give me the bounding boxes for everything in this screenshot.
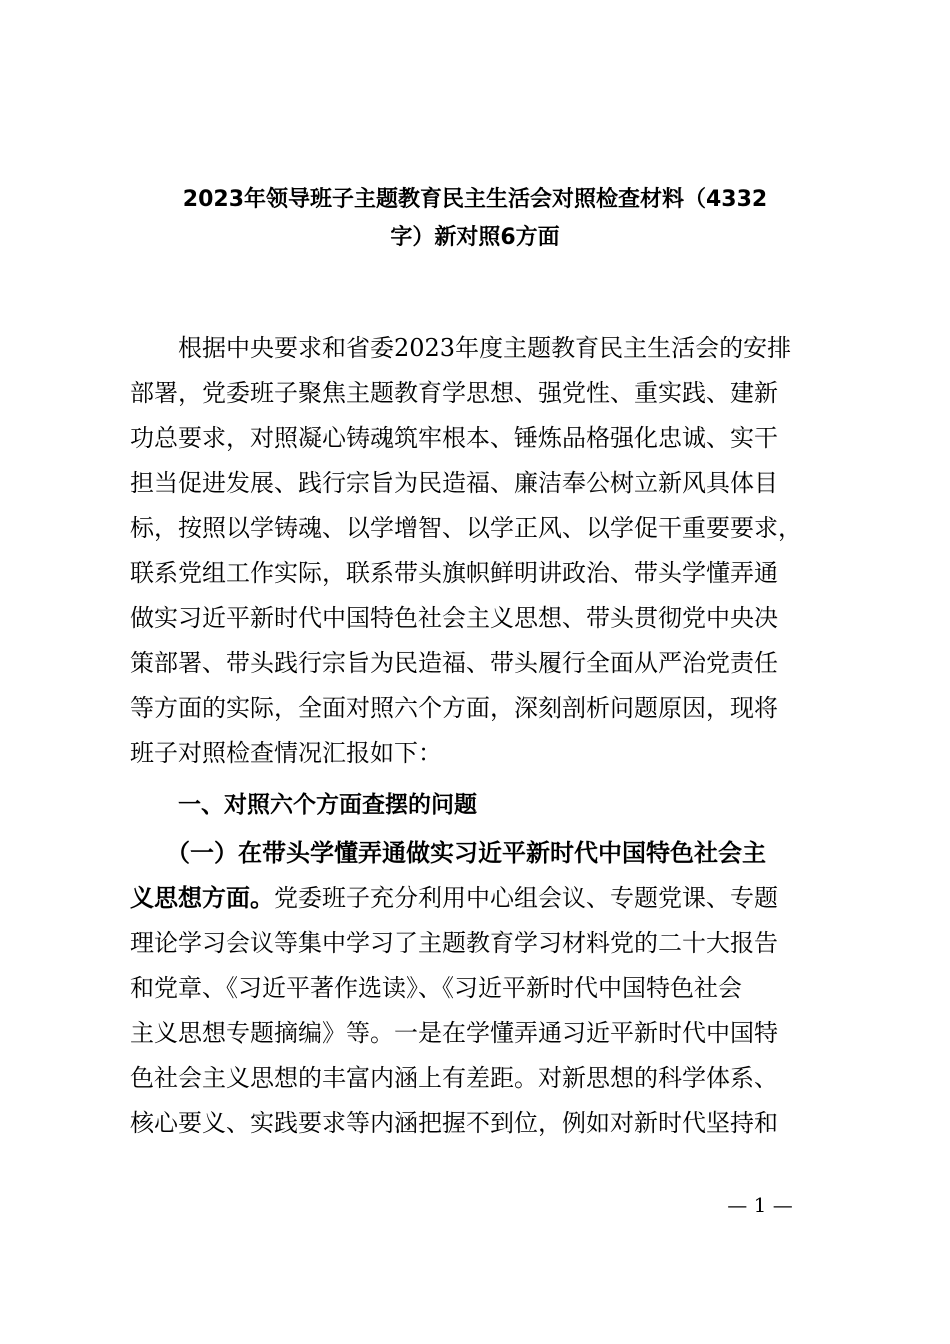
paragraph-line: 功总要求，对照凝心铸魂筑牢根本、锤炼品格强化忠诚、实干	[130, 424, 778, 452]
document-title-line-2: 字）新对照6方面	[390, 225, 560, 250]
paragraph-text: 党委班子充分利用中心组会议、专题党课、专题	[274, 884, 778, 912]
subsection-heading-end: 义思想方面。	[130, 883, 274, 912]
paragraph-line: 做实习近平新时代中国特色社会主义思想、带头贯彻党中央决	[130, 604, 778, 632]
paragraph-line: 核心要义、实践要求等内涵把握不到位，例如对新时代坚持和	[130, 1109, 778, 1137]
paragraph-line	[130, 883, 778, 913]
paragraph-line: 色社会主义思想的丰富内涵上有差距。对新思想的科学体系、	[130, 1064, 778, 1092]
section-heading: 一、对照六个方面查摆的问题	[178, 792, 477, 818]
paragraph-line: 根据中央要求和省委2023年度主题教育民主生活会的安排	[130, 334, 792, 362]
paragraph-line: 主义思想专题摘编》等。一是在学懂弄通习近平新时代中国特	[130, 1019, 778, 1047]
paragraph-line: 联系党组工作实际，联系带头旗帜鲜明讲政治、带头学懂弄通	[130, 559, 778, 587]
paragraph-line: 策部署、带头践行宗旨为民造福、带头履行全面从严治党责任	[130, 649, 778, 677]
subsection-heading-line: （一）在带头学懂弄通做实习近平新时代中国特色社会主	[130, 838, 766, 867]
paragraph-line: 等方面的实际，全面对照六个方面，深刻剖析问题原因，现将	[130, 694, 778, 722]
paragraph-line: 标，按照以学铸魂、以学增智、以学正风、以学促干重要要求，	[130, 514, 802, 542]
paragraph-line: 班子对照检查情况汇报如下：	[130, 739, 442, 767]
page-number: — 1 —	[727, 1193, 793, 1217]
paragraph-line: 担当促进发展、践行宗旨为民造福、廉洁奉公树立新风具体目	[130, 469, 778, 497]
paragraph-line: 理论学习会议等集中学习了主题教育学习材料党的二十大报告	[130, 929, 778, 957]
paragraph-line: 和党章、《习近平著作选读》、《习近平新时代中国特色社会	[130, 974, 742, 1002]
document-title-line-1: 2023年领导班子主题教育民主生活会对照检查材料（4332	[182, 187, 768, 212]
paragraph-line: 部署，党委班子聚焦主题教育学思想、强党性、重实践、建新	[130, 379, 778, 407]
